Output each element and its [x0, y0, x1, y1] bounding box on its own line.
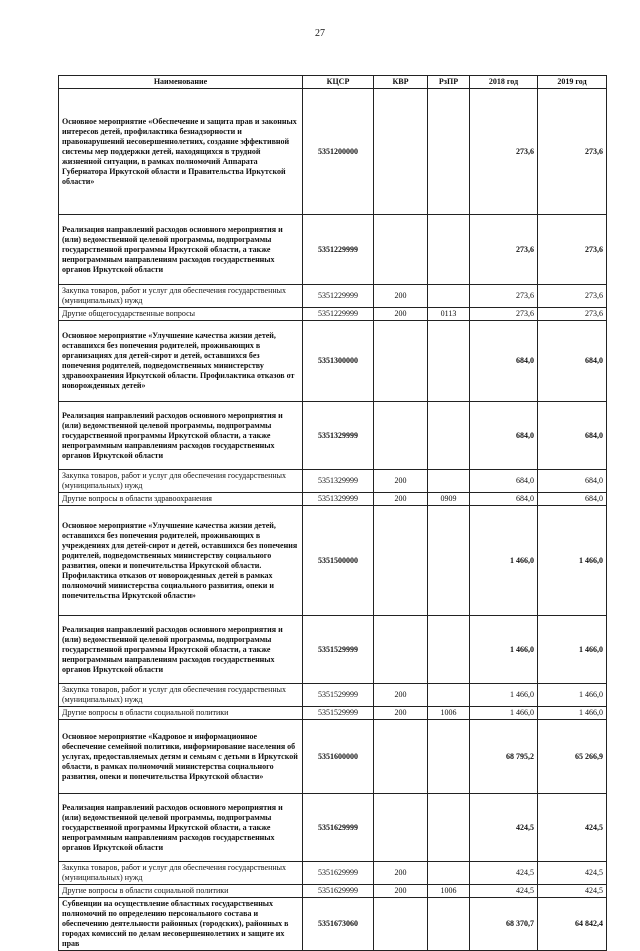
row-kcsr-cell: 5351329999 — [303, 470, 374, 493]
table-row — [59, 862, 607, 885]
row-kcsr-cell: 5351529999 — [303, 616, 374, 684]
row-rzpr-cell — [428, 285, 470, 308]
row-name-cell: Другие вопросы в области социальной политики — [59, 707, 303, 720]
row-rzpr-cell — [428, 89, 470, 215]
row-name-cell: Реализация направлений расходов основного мероприятия и (или) ведомственной целевой программы, подпрограммы государственной программы Иркутской области, а также непрограммным направлениям расходов государственных органов Иркутской области — [59, 794, 303, 862]
row-2018-cell: 68 795,2 — [470, 720, 538, 794]
row-kvr-cell — [374, 616, 428, 684]
row-kcsr-cell: 5351329999 — [303, 493, 374, 506]
row-name-cell: Закупка товаров, работ и услуг для обеспечения государственных (муниципальных) нужд — [59, 862, 303, 885]
row-kcsr-cell: 5351229999 — [303, 308, 374, 321]
row-kcsr-cell: 5351629999 — [303, 794, 374, 862]
row-rzpr-cell: 0909 — [428, 493, 470, 506]
row-name-cell: Реализация направлений расходов основного мероприятия и (или) ведомственной целевой программы, подпрограммы государственной программы Иркутской области, а также непрограммным направлениям расходов государственных органов Иркутской области — [59, 616, 303, 684]
row-rzpr-cell — [428, 684, 470, 707]
row-kvr-cell — [374, 321, 428, 402]
row-name-cell: Другие общегосударственные вопросы — [59, 308, 303, 321]
row-2018-cell: 273,6 — [470, 89, 538, 215]
row-2018-cell: 684,0 — [470, 321, 538, 402]
row-2019-cell: 424,5 — [538, 885, 607, 898]
row-kvr-cell — [374, 89, 428, 215]
row-kcsr-cell: 5351629999 — [303, 862, 374, 885]
row-2019-cell: 684,0 — [538, 402, 607, 470]
table-row — [59, 898, 607, 951]
row-2019-cell: 273,6 — [538, 89, 607, 215]
row-kcsr-cell: 5351500000 — [303, 506, 374, 616]
row-kvr-cell: 200 — [374, 885, 428, 898]
row-kcsr-cell: 5351629999 — [303, 885, 374, 898]
row-2019-cell: 1 466,0 — [538, 707, 607, 720]
row-kvr-cell: 200 — [374, 707, 428, 720]
table-row — [59, 321, 607, 402]
table-row — [59, 720, 607, 794]
row-kvr-cell — [374, 215, 428, 285]
row-2019-cell: 65 266,9 — [538, 720, 607, 794]
row-rzpr-cell — [428, 720, 470, 794]
row-2018-cell: 273,6 — [470, 308, 538, 321]
table-row — [59, 285, 607, 308]
row-kvr-cell — [374, 720, 428, 794]
table-row — [59, 308, 607, 321]
row-kcsr-cell: 5351529999 — [303, 707, 374, 720]
row-2019-cell: 424,5 — [538, 794, 607, 862]
row-rzpr-cell — [428, 470, 470, 493]
table-row — [59, 794, 607, 862]
row-2019-cell: 273,6 — [538, 308, 607, 321]
row-2018-cell: 684,0 — [470, 493, 538, 506]
row-2019-cell: 1 466,0 — [538, 684, 607, 707]
table-row — [59, 885, 607, 898]
row-kcsr-cell: 5351329999 — [303, 402, 374, 470]
row-2019-cell: 273,6 — [538, 215, 607, 285]
budget-table — [58, 75, 607, 951]
row-kvr-cell — [374, 794, 428, 862]
row-kvr-cell: 200 — [374, 684, 428, 707]
column-header-kcsr: КЦСР — [303, 76, 374, 89]
row-name-cell: Закупка товаров, работ и услуг для обеспечения государственных (муниципальных) нужд — [59, 470, 303, 493]
row-2019-cell: 424,5 — [538, 862, 607, 885]
row-kvr-cell — [374, 898, 428, 951]
row-rzpr-cell: 1006 — [428, 885, 470, 898]
table-row — [59, 215, 607, 285]
row-2018-cell: 1 466,0 — [470, 707, 538, 720]
row-name-cell: Реализация направлений расходов основного мероприятия и (или) ведомственной целевой программы, подпрограммы государственной программы Иркутской области, а также непрограммным направлениям расходов государственных органов Иркутской области — [59, 215, 303, 285]
row-name-cell: Субвенции на осуществление областных государственных полномочий по определению персонального состава и обеспечению деятельности районных (городских), районных в городах комиссий по делам несовершеннолетних и защите их прав — [59, 898, 303, 951]
row-rzpr-cell: 1006 — [428, 707, 470, 720]
row-kcsr-cell: 5351200000 — [303, 89, 374, 215]
row-2018-cell: 1 466,0 — [470, 684, 538, 707]
row-2019-cell: 684,0 — [538, 321, 607, 402]
row-rzpr-cell — [428, 321, 470, 402]
row-name-cell: Закупка товаров, работ и услуг для обеспечения государственных (муниципальных) нужд — [59, 684, 303, 707]
row-2019-cell: 273,6 — [538, 285, 607, 308]
row-rzpr-cell — [428, 215, 470, 285]
row-2018-cell: 424,5 — [470, 794, 538, 862]
row-kcsr-cell: 5351529999 — [303, 684, 374, 707]
row-rzpr-cell — [428, 506, 470, 616]
row-rzpr-cell: 0113 — [428, 308, 470, 321]
row-2019-cell: 1 466,0 — [538, 506, 607, 616]
row-kcsr-cell: 5351229999 — [303, 215, 374, 285]
column-header-rzpr: РзПР — [428, 76, 470, 89]
row-name-cell: Закупка товаров, работ и услуг для обеспечения государственных (муниципальных) нужд — [59, 285, 303, 308]
row-2019-cell: 684,0 — [538, 470, 607, 493]
table-body — [59, 89, 607, 951]
table-row — [59, 470, 607, 493]
table-row — [59, 493, 607, 506]
table-row — [59, 684, 607, 707]
row-name-cell: Другие вопросы в области социальной политики — [59, 885, 303, 898]
table-row — [59, 506, 607, 616]
table-header-row — [59, 76, 607, 89]
row-kcsr-cell: 5351600000 — [303, 720, 374, 794]
row-rzpr-cell — [428, 794, 470, 862]
table-row — [59, 707, 607, 720]
row-2019-cell: 1 466,0 — [538, 616, 607, 684]
row-rzpr-cell — [428, 402, 470, 470]
row-name-cell: Другие вопросы в области здравоохранения — [59, 493, 303, 506]
row-kcsr-cell: 5351300000 — [303, 321, 374, 402]
row-kvr-cell — [374, 402, 428, 470]
row-2018-cell: 424,5 — [470, 885, 538, 898]
row-2019-cell: 684,0 — [538, 493, 607, 506]
row-2018-cell: 1 466,0 — [470, 616, 538, 684]
row-2018-cell: 684,0 — [470, 470, 538, 493]
row-kvr-cell: 200 — [374, 862, 428, 885]
row-name-cell: Основное мероприятие «Обеспечение и защита прав и законных интересов детей, профилактика безнадзорности и правонарушений несовершеннолетних, создание эффективной системы мер поддержки детей, находящихся в трудной жизненной ситуации, в рамках полномочий Аппарата Губернатора Иркутской области и Правительства Иркутской области» — [59, 89, 303, 215]
column-header-kvr: КВР — [374, 76, 428, 89]
row-2018-cell: 273,6 — [470, 285, 538, 308]
row-name-cell: Основное мероприятие «Улучшение качества жизни детей, оставшихся без попечения родителей, проживающих в учреждениях для детей-сирот и детей, оставшихся без попечения родителей, подведомственных министерству социального развития, опеки и попечительства Иркутской области. Профилактика отказов от новорожденных детей в рамках полномочий министерства социального развития, опеки и попечительства Иркутской области» — [59, 506, 303, 616]
row-kvr-cell: 200 — [374, 285, 428, 308]
row-kvr-cell: 200 — [374, 470, 428, 493]
table-row — [59, 402, 607, 470]
row-kvr-cell: 200 — [374, 308, 428, 321]
row-rzpr-cell — [428, 862, 470, 885]
row-kcsr-cell: 5351229999 — [303, 285, 374, 308]
row-kcsr-cell: 5351673060 — [303, 898, 374, 951]
row-name-cell: Основное мероприятие «Улучшение качества жизни детей, оставшихся без попечения родителей, проживающих в организациях для детей-сирот и детей, оставшихся без попечения родителей, подведомственных министерству здравоохранения Иркутской области. Профилактика отказов от новорожденных детей» — [59, 321, 303, 402]
column-header-name: Наименование — [59, 76, 303, 89]
row-rzpr-cell — [428, 616, 470, 684]
row-2018-cell: 273,6 — [470, 215, 538, 285]
row-rzpr-cell — [428, 898, 470, 951]
column-header-2018: 2018 год — [470, 76, 538, 89]
row-2019-cell: 64 842,4 — [538, 898, 607, 951]
row-2018-cell: 684,0 — [470, 402, 538, 470]
row-2018-cell: 68 370,7 — [470, 898, 538, 951]
row-kvr-cell — [374, 506, 428, 616]
table-row — [59, 89, 607, 215]
row-name-cell: Реализация направлений расходов основного мероприятия и (или) ведомственной целевой программы, подпрограммы государственной программы Иркутской области, а также непрограммным направлениям расходов государственных органов Иркутской области — [59, 402, 303, 470]
column-header-2019: 2019 год — [538, 76, 607, 89]
row-kvr-cell: 200 — [374, 493, 428, 506]
row-2018-cell: 424,5 — [470, 862, 538, 885]
page-number: 27 — [315, 28, 325, 39]
table-row — [59, 616, 607, 684]
row-name-cell: Основное мероприятие «Кадровое и информационное обеспечение семейной политики, информирование населения об услугах, предоставляемых детям и семьям с детьми в Иркутской области, в рамках полномочий министерства социального развития, опеки и попечительства Иркутской области» — [59, 720, 303, 794]
row-2018-cell: 1 466,0 — [470, 506, 538, 616]
